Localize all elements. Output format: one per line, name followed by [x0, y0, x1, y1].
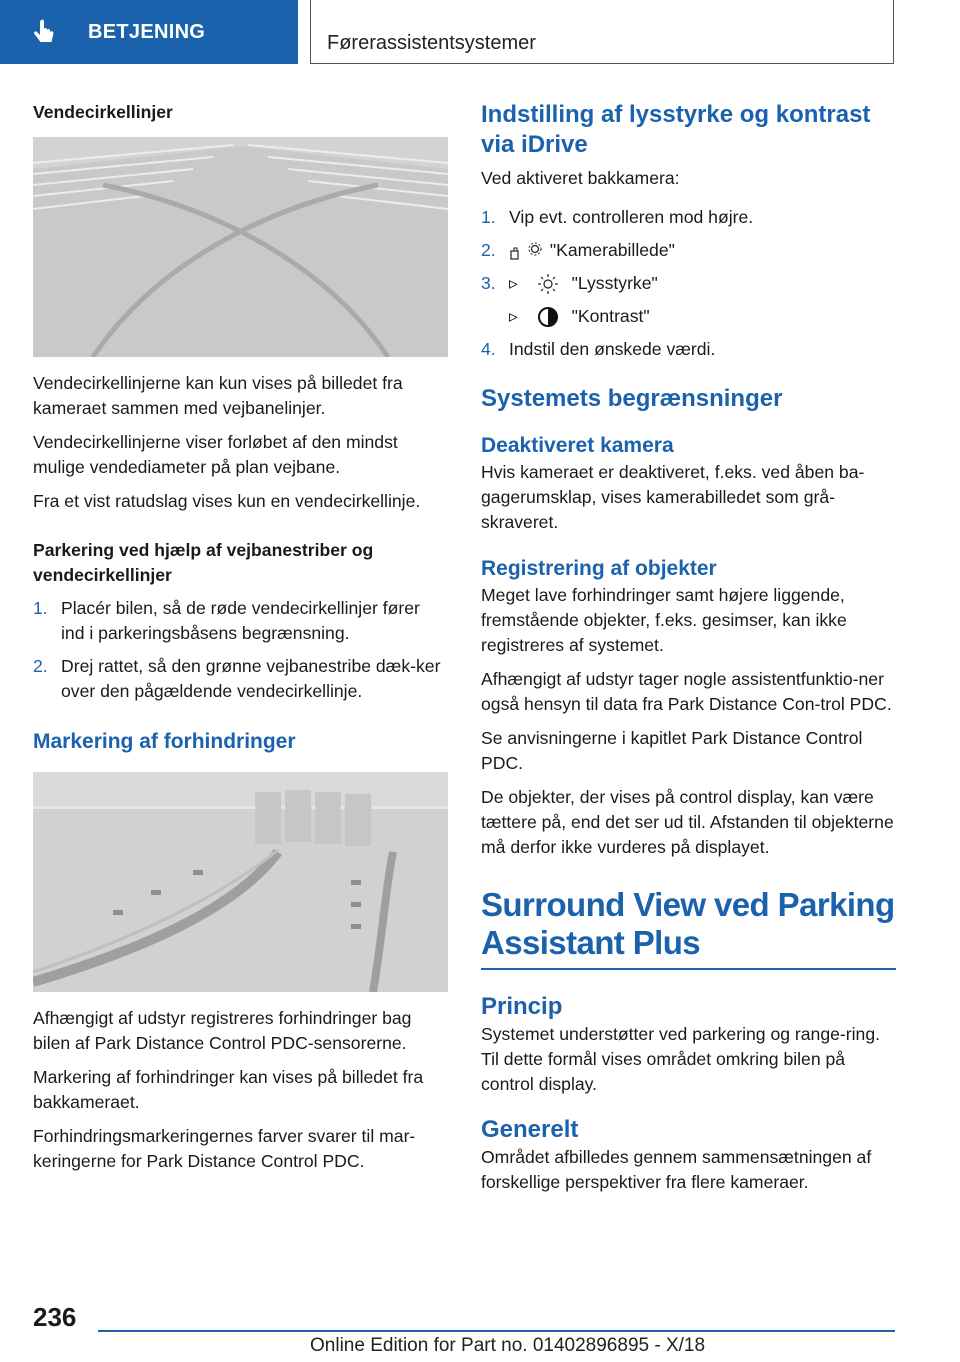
paragraph: Området afbilledes gennem sammensætningen af forskellige perspektiver fra flere kameraer.	[481, 1146, 872, 1192]
paragraph: Vendecirkellinjerne kan kun vises på billedet fra kameraet sammen med vejbanelinjer.	[33, 373, 403, 418]
paragraph: Se anvisningerne i kapitlet Park Distance Control PDC.	[481, 728, 863, 773]
list-item: ▹ "Kontrast"	[481, 304, 896, 329]
paragraph: Afhængigt af udstyr tager nogle assistentfunktio-ner også hensyn til data fra Park Distance Con-trol PDC.	[481, 669, 892, 714]
paragraph: Fra et vist ratudslag vises kun en vendecirkellinje.	[33, 491, 421, 511]
arrow-icon: ▹	[509, 306, 518, 326]
paragraph: Ved aktiveret bakkamera:	[481, 168, 680, 188]
chapter-title: Førerassistentsystemer	[327, 32, 536, 54]
heading-rule	[481, 968, 896, 970]
paragraph: Markering af forhindringer kan vises på billedet fra bakkameraet.	[33, 1067, 424, 1112]
heading-begraensninger: Systemets begrænsninger	[481, 385, 783, 412]
brightness-icon	[537, 273, 559, 295]
footer-rule	[98, 1330, 895, 1332]
left-column	[33, 100, 448, 1183]
heading-princip: Princip	[481, 992, 563, 1020]
heading-deaktiveret: Deaktiveret kamera	[481, 434, 674, 457]
section-tab[interactable]	[0, 0, 298, 64]
paragraph: Hvis kameraet er deaktiveret, f.eks. ved åben ba-gagerumsklap, vises kamerabilledet som grå-skraveret.	[481, 462, 865, 532]
paragraph: De objekter, der vises på control display, kan være tættere på, end det ser ud til. Afstanden til objekterne må derfor ikke vurderes på displayet.	[481, 787, 894, 857]
paragraph: Meget lave forhindringer samt højere liggende, fremstående objekter, f.eks. gesimser, kan ikke registreres af systemet.	[481, 585, 847, 655]
arrow-icon: ▹	[509, 273, 518, 293]
section-tab-label: BETJENING	[88, 21, 206, 43]
heading-generelt: Generelt	[481, 1115, 579, 1143]
heading-vendecirkellinjer: Vendecirkellinjer	[33, 102, 173, 122]
obstacle-marking-figure	[33, 772, 448, 992]
list-item: 2. Drej rattet, så den grønne vejbanestribe dæk-ker over den pågældende vendecirkellinje.	[33, 656, 441, 701]
heading-markering: Markering af forhindringer	[33, 730, 296, 753]
heading-surround-view: Surround View ved Parking Assistant Plus	[481, 886, 895, 961]
chapter-tab[interactable]	[310, 0, 894, 64]
list-item: 3. ▹ "Lysstyrke"	[481, 271, 896, 296]
list-item: 4. Indstil den ønskede værdi.	[481, 339, 716, 359]
paragraph: Forhindringsmarkeringernes farver svarer til mar-keringerne for Park Distance Control PDC.	[33, 1126, 416, 1171]
heading-parkering: Parkering ved hjælp af vejbanestriber og vendecirkellinjer	[33, 540, 374, 585]
turning-circle-figure	[33, 137, 448, 357]
paragraph: Systemet understøtter ved parkering og range-ring. Til dette formål vises området omkring bilen på control display.	[481, 1023, 880, 1094]
list-item: 2. "Kamerabillede"	[481, 238, 896, 263]
hand-touch-icon	[30, 17, 60, 47]
right-column	[481, 100, 896, 1204]
paragraph: Vendecirkellinjerne viser forløbet af den mindst mulige vendediameter på plan vejbane.	[33, 432, 398, 477]
parking-steps	[33, 596, 448, 704]
page-number: 236	[33, 1302, 77, 1332]
contrast-icon	[537, 306, 559, 328]
brightness-steps	[481, 205, 896, 362]
heading-registrering: Registrering af objekter	[481, 557, 717, 580]
camera-settings-icon	[509, 240, 545, 262]
paragraph: Afhængigt af udstyr registreres forhindringer bag bilen af Park Distance Control PDC-sensorerne.	[33, 1008, 412, 1053]
edition-text: Online Edition for Part no. 01402896895 - X/18	[310, 1335, 706, 1356]
list-item: 1. Vip evt. controlleren mod højre.	[481, 207, 754, 227]
heading-indstilling: Indstilling af lysstyrke og kontrast via iDrive	[481, 101, 871, 158]
list-item: 1. Placér bilen, så de røde vendecirkellinjer fører ind i parkeringsbåsens begrænsning.	[33, 598, 420, 643]
